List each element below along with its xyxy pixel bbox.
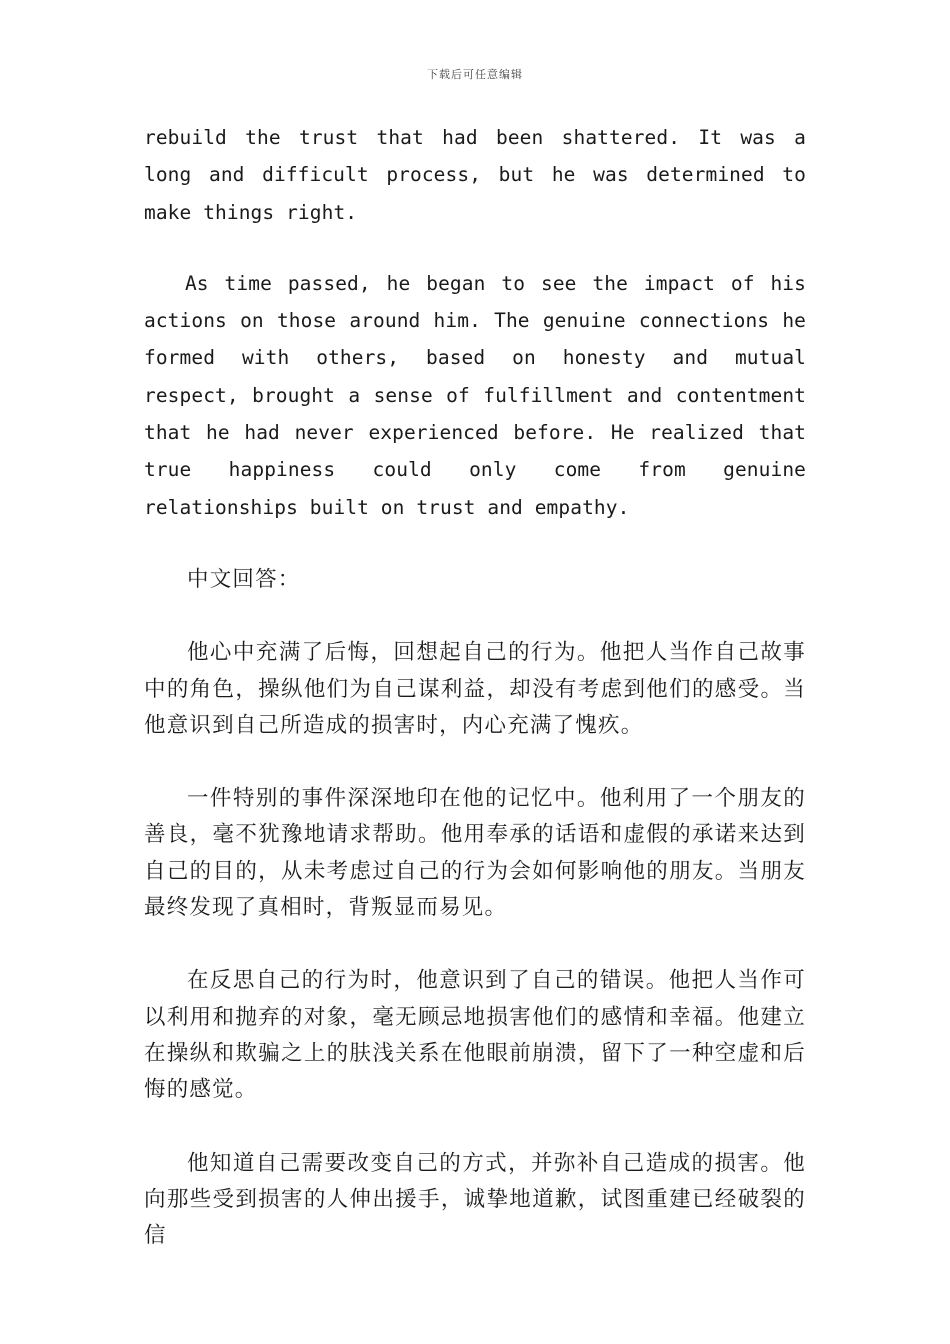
english-paragraph-2: As time passed, he began to see the impact of his actions on those around him. The genuine connections he formed with others, based on honesty and mutual respect, brought a sense of fulfillment and contentment that he had never experienced before. He realized that true happiness could only come from genuine relationships built on trust and empathy. (144, 271, 806, 519)
chinese-paragraph-4: 他知道自己需要改变自己的方式，并弥补自己造成的损害。他向那些受到损害的人伸出援手，诚挚地道歉，试图重建已经破裂的信 (144, 1150, 806, 1249)
english-paragraph-1: rebuild the trust that had been shattered. It was a long and difficult process, but he was determined to make things right. (144, 126, 806, 224)
chinese-paragraph-3: 在反思自己的行为时，他意识到了自己的错误。他把人当作可以利用和抛弃的对象，毫无顾忌地损害他们的感情和幸福。他建立在操纵和欺骗之上的肤浅关系在他眼前崩溃，留下了一种空虚和后悔的感觉。 (144, 968, 806, 1103)
chinese-answer-label: 中文回答： (187, 566, 301, 592)
chinese-paragraph-2: 一件特别的事件深深地印在他的记忆中。他利用了一个朋友的善良，毫不犹豫地请求帮助。他用奉承的话语和虚假的承诺来达到自己的目的，从未考虑过自己的行为会如何影响他的朋友。当朋友最终发现了真相时，背叛显而易见。 (144, 786, 806, 921)
page-header: 下载后可任意编辑 (427, 68, 523, 81)
chinese-paragraph-1: 他心中充满了后悔，回想起自己的行为。他把人当作自己故事中的角色，操纵他们为自己谋利益，却没有考虑到他们的感受。当他意识到自己所造成的损害时，内心充满了愧疚。 (144, 640, 806, 738)
document-body (144, 119, 806, 1254)
